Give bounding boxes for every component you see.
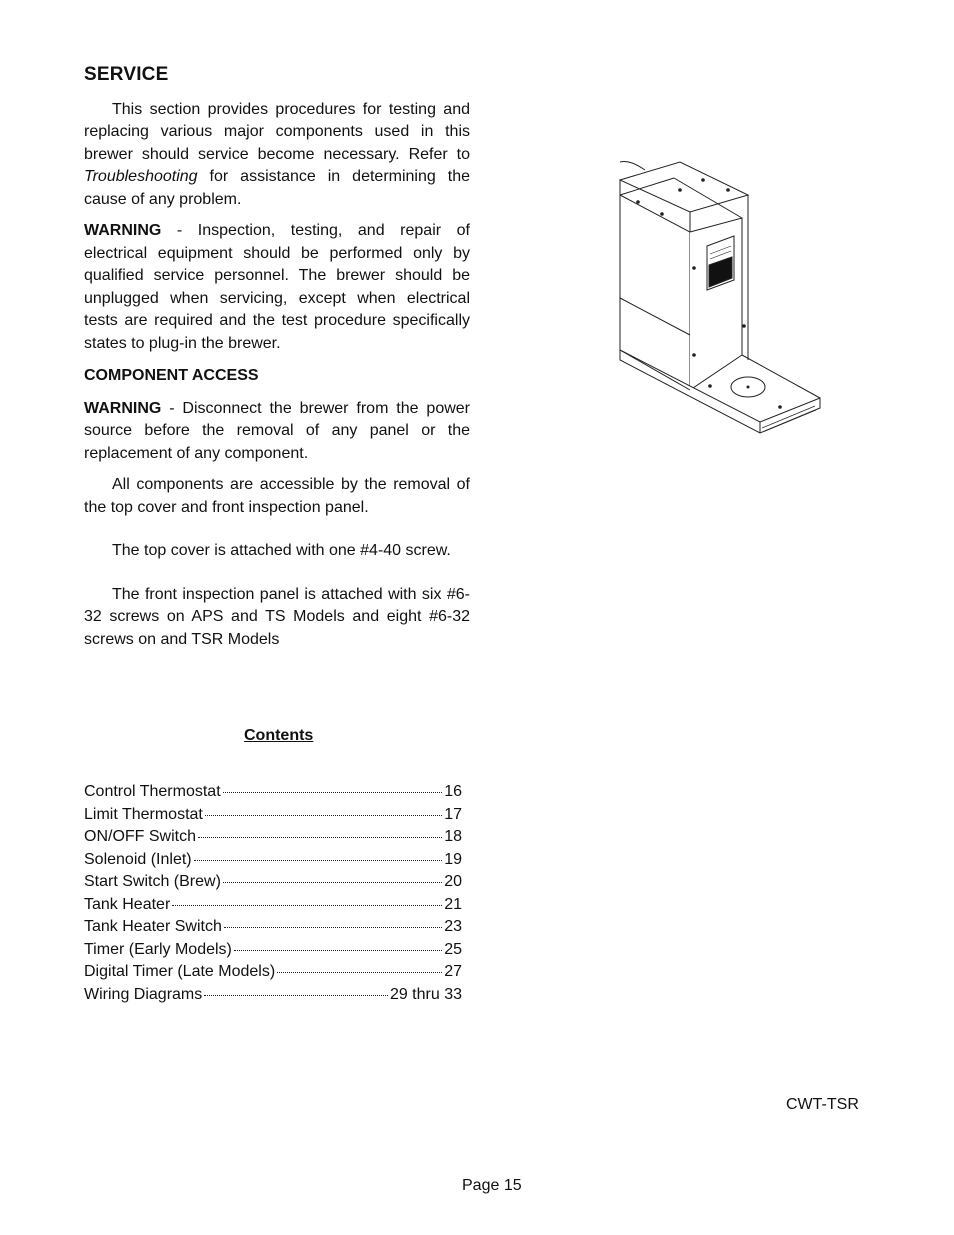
contents-item-label: Limit Thermostat [84,805,203,823]
contents-item [84,849,462,872]
access-paragraph: All components are accessible by the removal of the top cover and front inspection panel. [84,476,470,516]
contents-item-page: 29 thru 33 [389,985,462,1003]
leader-dots [224,917,442,928]
section-title: SERVICE [84,64,169,85]
page-number: Page 15 [462,1177,522,1194]
contents-item-label: Wiring Diagrams [84,985,203,1003]
warning-paragraph-2 [84,398,470,466]
leader-dots [223,872,442,883]
contents-item-label: Control Thermostat [84,783,221,800]
warning-text: - Inspection, testing, and repair of electrical equipment should be performed only by qualified service personnel. The brewer should be unplugged when servicing, except when electrical tests are required and the test procedure specifically states to plug-in the brewer. [84,222,470,352]
leader-dots [234,940,442,951]
contents-item-label: ON/OFF Switch [84,828,197,845]
intro-paragraph [84,99,470,212]
contents-item-page: 25 [444,940,462,958]
contents-item-page: 20 [444,873,462,890]
contents-item [84,781,462,804]
contents-item-page: 23 [444,918,462,935]
leader-dots [205,805,442,816]
contents-item [84,894,462,917]
contents-item-page: 21 [444,895,462,913]
contents-item-label: Tank Heater [84,895,171,913]
contents-item-page: 16 [444,783,462,800]
contents-heading: Contents [244,727,314,744]
contents-item [84,871,462,894]
contents-item-label: Tank Heater Switch [84,918,222,935]
contents-item [84,984,462,1007]
contents-item-label: Start Switch (Brew) [84,873,221,890]
warning-text: - Disconnect the brewer from the power source before the removal of any panel or the replacement of any component. [84,399,470,462]
main-text-column [84,64,470,660]
leader-dots [194,850,443,861]
contents-item [84,939,462,962]
brewer-illustration [610,150,825,440]
leader-dots [198,827,442,838]
warning-label: WARNING [84,399,162,417]
leader-dots [223,782,443,793]
front-panel-paragraph: The front inspection panel is attached with six #6-32 screws on APS and TS Models and eight #6-32 screws on and TSR Models [84,585,470,648]
contents-item-label: Digital Timer (Late Models) [84,963,276,980]
troubleshooting-reference: Troubleshooting [84,168,198,185]
contents-item [84,804,462,827]
intro-text-start: This section provides procedures for testing and replacing various major components used in this brewer should service become necessary. Refer to [84,100,470,163]
leader-dots [277,962,442,973]
warning-paragraph-1 [84,220,470,355]
component-access-heading: COMPONENT ACCESS [84,367,259,384]
contents-item-page: 19 [444,850,462,868]
contents-item-page: 18 [444,828,462,845]
contents-item-label: Timer (Early Models) [84,940,232,958]
intro-text-end: for assistance in determining the cause of any problem. [84,168,470,208]
leader-dots [172,895,442,906]
contents-item-page: 27 [444,963,462,980]
contents-item-label: Solenoid (Inlet) [84,850,192,868]
contents-item [84,826,462,849]
warning-label: WARNING [84,222,162,239]
top-cover-paragraph: The top cover is attached with one #4-40 screw. [112,542,451,559]
contents-list [84,781,462,1006]
contents-item [84,961,462,984]
document-code: CWT-TSR [786,1096,859,1113]
contents-item-page: 17 [444,805,462,823]
contents-item [84,916,462,939]
leader-dots [204,985,388,996]
